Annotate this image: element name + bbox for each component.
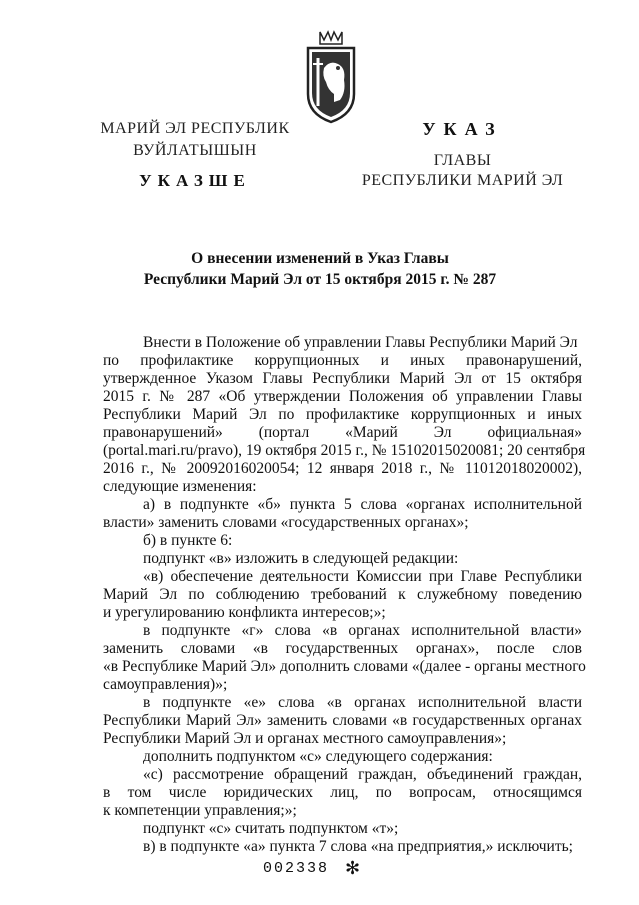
body-line: власти» заменить словами «государственных органах»; bbox=[103, 514, 469, 531]
body-line: а) в подпункте «б» пункта 5 слова «органах исполнительной bbox=[143, 496, 582, 513]
body-line: Республики Марий Эл» заменить словами «в государственных органах bbox=[103, 712, 582, 729]
body-line: Внести в Положение об управлении Главы Республики Марий Эл bbox=[143, 334, 578, 351]
body-line: правонарушений» (портал «Марий Эл официальная» bbox=[103, 424, 582, 441]
body-line: заменить словами «в государственных органах», после слов bbox=[103, 640, 582, 657]
body-line: 2016 г., № 20092016020054; 12 января 2018 г., № 11012018020002), bbox=[103, 460, 582, 477]
asterisk-mark: ✻ bbox=[345, 858, 361, 878]
body-line: 2015 г. № 287 «Об утверждении Положения об управлении Главы bbox=[103, 388, 582, 405]
body-line: в подпункте «г» слова «в органах исполнительной власти» bbox=[143, 622, 582, 639]
header-right-line2: ГЛАВЫ bbox=[433, 152, 492, 169]
document-title-line2: Республики Марий Эл от 15 октября 2015 г. № 287 bbox=[143, 271, 497, 288]
document-title-line1: О внесении изменений в Указ Главы bbox=[191, 250, 449, 267]
header-left-line2: ВУЙЛАТЫШЫН bbox=[133, 142, 257, 159]
body-line: утвержденное Указом Главы Республики Марий Эл от 15 октября bbox=[103, 370, 582, 387]
body-line: подпункт «с» считать подпунктом «т»; bbox=[143, 820, 399, 837]
body-line: «в) обеспечение деятельности Комиссии при Главе Республики bbox=[143, 568, 582, 585]
header-right-line1: УКАЗ bbox=[422, 119, 503, 139]
body-line: самоуправления)»; bbox=[103, 676, 228, 693]
serial-number: 002338 bbox=[263, 860, 330, 877]
coat-of-arms-icon bbox=[300, 28, 362, 124]
header-left-line3: УКАЗШЕ bbox=[139, 171, 251, 190]
body-line: «в Республике Марий Эл» дополнить словами «(далее - органы местного bbox=[103, 658, 586, 675]
body-line: Республики Марий Эл и органах местного самоуправления»; bbox=[103, 730, 507, 747]
body-line: к компетенции управления;»; bbox=[103, 802, 297, 819]
body-line: в) в подпункте «а» пункта 7 слова «на предприятия,» исключить; bbox=[143, 838, 573, 855]
body-line: по профилактике коррупционных и иных правонарушений, bbox=[103, 352, 582, 369]
body-line: следующие изменения: bbox=[103, 478, 257, 495]
body-line: подпункт «в» изложить в следующей редакции: bbox=[143, 550, 459, 567]
header-left-line1: МАРИЙ ЭЛ РЕСПУБЛИК bbox=[100, 120, 290, 137]
body-line: б) в пункте 6: bbox=[143, 532, 233, 549]
body-line: в том числе юридических лиц, по вопросам, относящимся bbox=[103, 784, 582, 801]
body-line: и урегулированию конфликта интересов;»; bbox=[103, 604, 386, 621]
body-line: дополнить подпунктом «с» следующего содержания: bbox=[143, 748, 493, 765]
body-line: Республики Марий Эл по профилактике коррупционных и иных bbox=[103, 406, 582, 423]
header-right-line3: РЕСПУБЛИКИ МАРИЙ ЭЛ bbox=[361, 172, 564, 189]
body-line: (portal.mari.ru/pravo), 19 октября 2015 г., № 15102015020081; 20 сентября bbox=[103, 442, 586, 459]
body-line: Марий Эл по соблюдению требований к служебному поведению bbox=[103, 586, 582, 603]
body-line: в подпункте «е» слова «в органах исполнительной власти bbox=[143, 694, 582, 711]
body-line: «с) рассмотрение обращений граждан, объединений граждан, bbox=[143, 766, 582, 783]
